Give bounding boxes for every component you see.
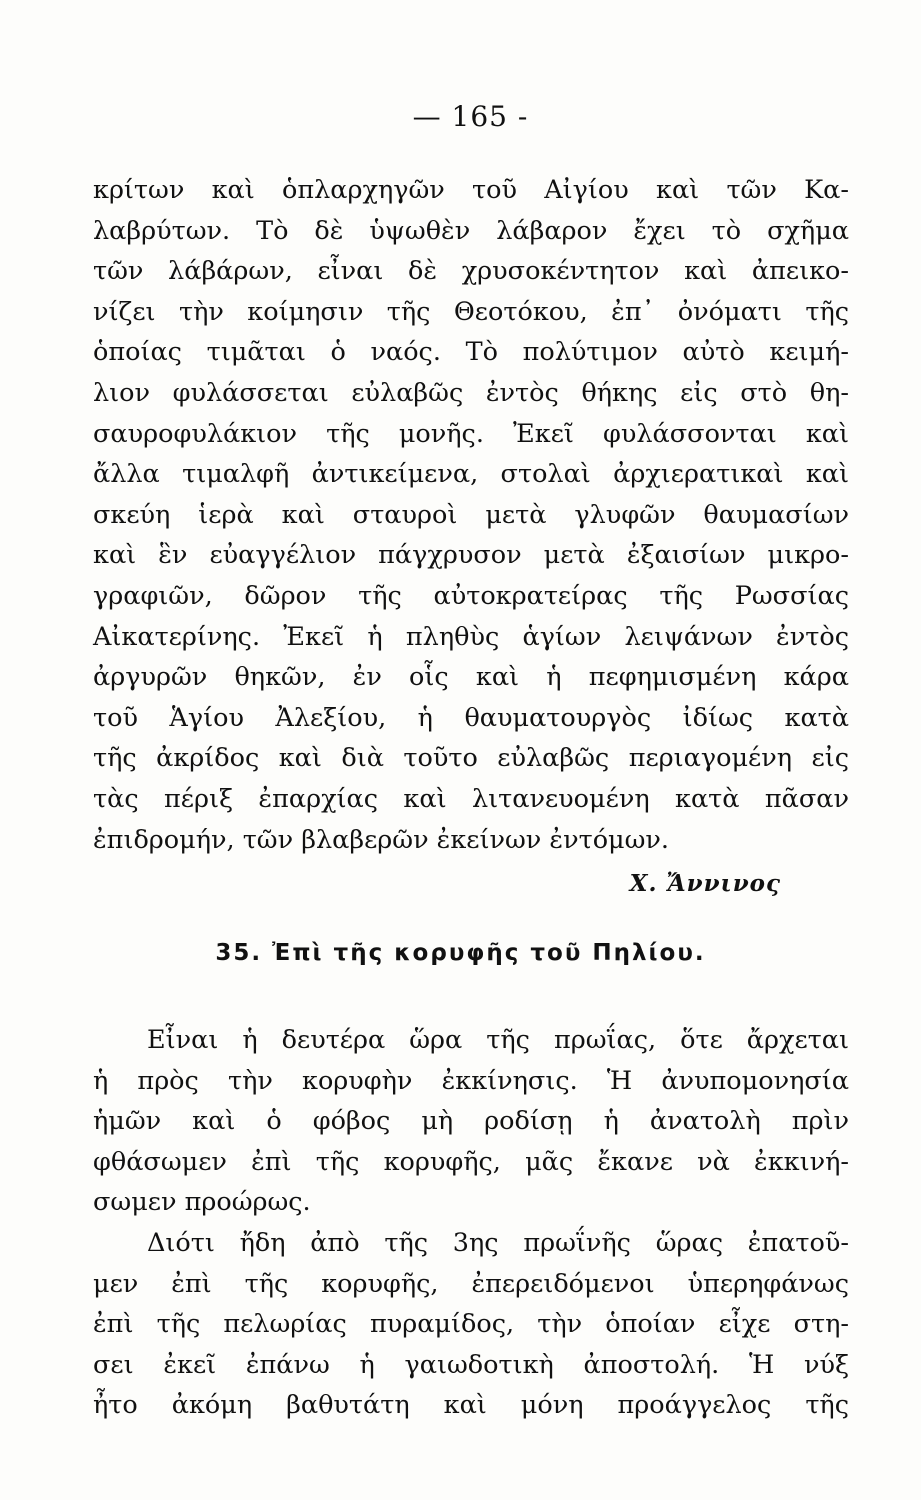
text-line: ἡμῶν καὶ ὁ φόβος μὴ ροδίσῃ ἡ ἀνατολὴ πρὶν xyxy=(93,1106,849,1137)
text-line: λαβρύτων. Τὸ δὲ ὑψωθὲν λάβαρον ἔχει τὸ σχῆμα xyxy=(93,215,849,246)
text-line: ἐπὶ τῆς πελωρίας πυραμίδος, τὴν ὁποίαν εἶχε στη- xyxy=(93,1309,849,1340)
text-line: φθάσωμεν ἐπὶ τῆς κορυφῆς, μᾶς ἔκανε νὰ ἐκκινή- xyxy=(93,1146,849,1177)
text-line: σαυροφυλάκιον τῆς μονῆς. Ἐκεῖ φυλάσσονται καὶ xyxy=(93,418,849,449)
text-line: τοῦ Ἁγίου Ἀλεξίου, ἡ θαυματουργὸς ἰδίως κατὰ xyxy=(93,702,849,733)
text-line: Αἰκατερίνης. Ἐκεῖ ἡ πληθὺς ἁγίων λειψάνων ἐντὸς xyxy=(93,621,849,652)
text-line: ὁποίας τιμᾶται ὁ ναός. Τὸ πολύτιμον αὐτὸ κειμή- xyxy=(93,337,849,368)
text-line: σει ἐκεῖ ἐπάνω ἡ γαιωδοτικὴ ἀποστολή. Ἡ νύξ xyxy=(93,1349,849,1380)
text-line: ἡ πρὸς τὴν κορυφὴν ἐκκίνησις. Ἡ ἀνυπομονησία xyxy=(93,1065,849,1096)
text-line: τῶν λάβάρων, εἶναι δὲ χρυσοκέντητον καὶ ἀπεικο- xyxy=(93,256,849,287)
text-line: ἐπιδρομήν, τῶν βλαβερῶν ἐκείνων ἐντόμων. xyxy=(93,824,670,855)
text-line: ἦτο ἀκόμη βαθυτάτη καὶ μόνη προάγγελος τῆς xyxy=(93,1390,849,1421)
text-line: σωμεν προώρως. xyxy=(93,1187,311,1218)
text-line: καὶ ἓν εὐαγγέλιον πάγχρυσον μετὰ ἐξαισίων μικρο- xyxy=(93,540,849,571)
text-line: Διότι ἤδη ἀπὸ τῆς 3ης πρωΐνῆς ὥρας ἐπατοῦ- xyxy=(147,1227,849,1258)
text-line: ἄλλα τιμαλφῆ ἀντικείμενα, στολαὶ ἀρχιερατικαὶ καὶ xyxy=(93,459,849,490)
paragraph-1 xyxy=(93,170,849,860)
text-line: τῆς ἀκρίδος καὶ διὰ τοῦτο εὐλαβῶς περιαγομένη εἰς xyxy=(93,743,849,774)
text-line: νίζει τὴν κοίμησιν τῆς Θεοτόκου, ἐπ᾽ ὀνόματι τῆς xyxy=(93,296,849,327)
text-line: κρίτων καὶ ὁπλαρχηγῶν τοῦ Αἰγίου καὶ τῶν Κα- xyxy=(93,175,849,205)
text-line: τὰς πέριξ ἐπαρχίας καὶ λιτανευομένη κατὰ πᾶσαν xyxy=(93,783,849,814)
section-heading: 35. Ἐπὶ τῆς κορυφῆς τοῦ Πηλίου. xyxy=(215,940,706,966)
text-line: μεν ἐπὶ τῆς κορυφῆς, ἐπερειδόμενοι ὑπερηφάνως xyxy=(93,1268,849,1299)
text-line: ἀργυρῶν θηκῶν, ἐν οἷς καὶ ἡ πεφημισμένη κάρα xyxy=(93,662,849,693)
paragraph-2-3 xyxy=(93,1020,849,1426)
text-line: σκεύη ἱερὰ καὶ σταυροὶ μετὰ γλυφῶν θαυμασίων xyxy=(93,499,849,530)
author-signature: Χ. Ἄννινος xyxy=(629,870,781,897)
text-line: γραφιῶν, δῶρον τῆς αὐτοκρατείρας τῆς Ρωσσίας xyxy=(93,580,849,611)
page-number: — 165 - xyxy=(412,100,529,133)
text-line: λιον φυλάσσεται εὐλαβῶς ἐντὸς θήκης εἰς στὸ θη- xyxy=(93,377,849,408)
text-line: Εἶναι ἡ δευτέρα ὥρα τῆς πρωΐας, ὅτε ἄρχεται xyxy=(147,1025,849,1055)
